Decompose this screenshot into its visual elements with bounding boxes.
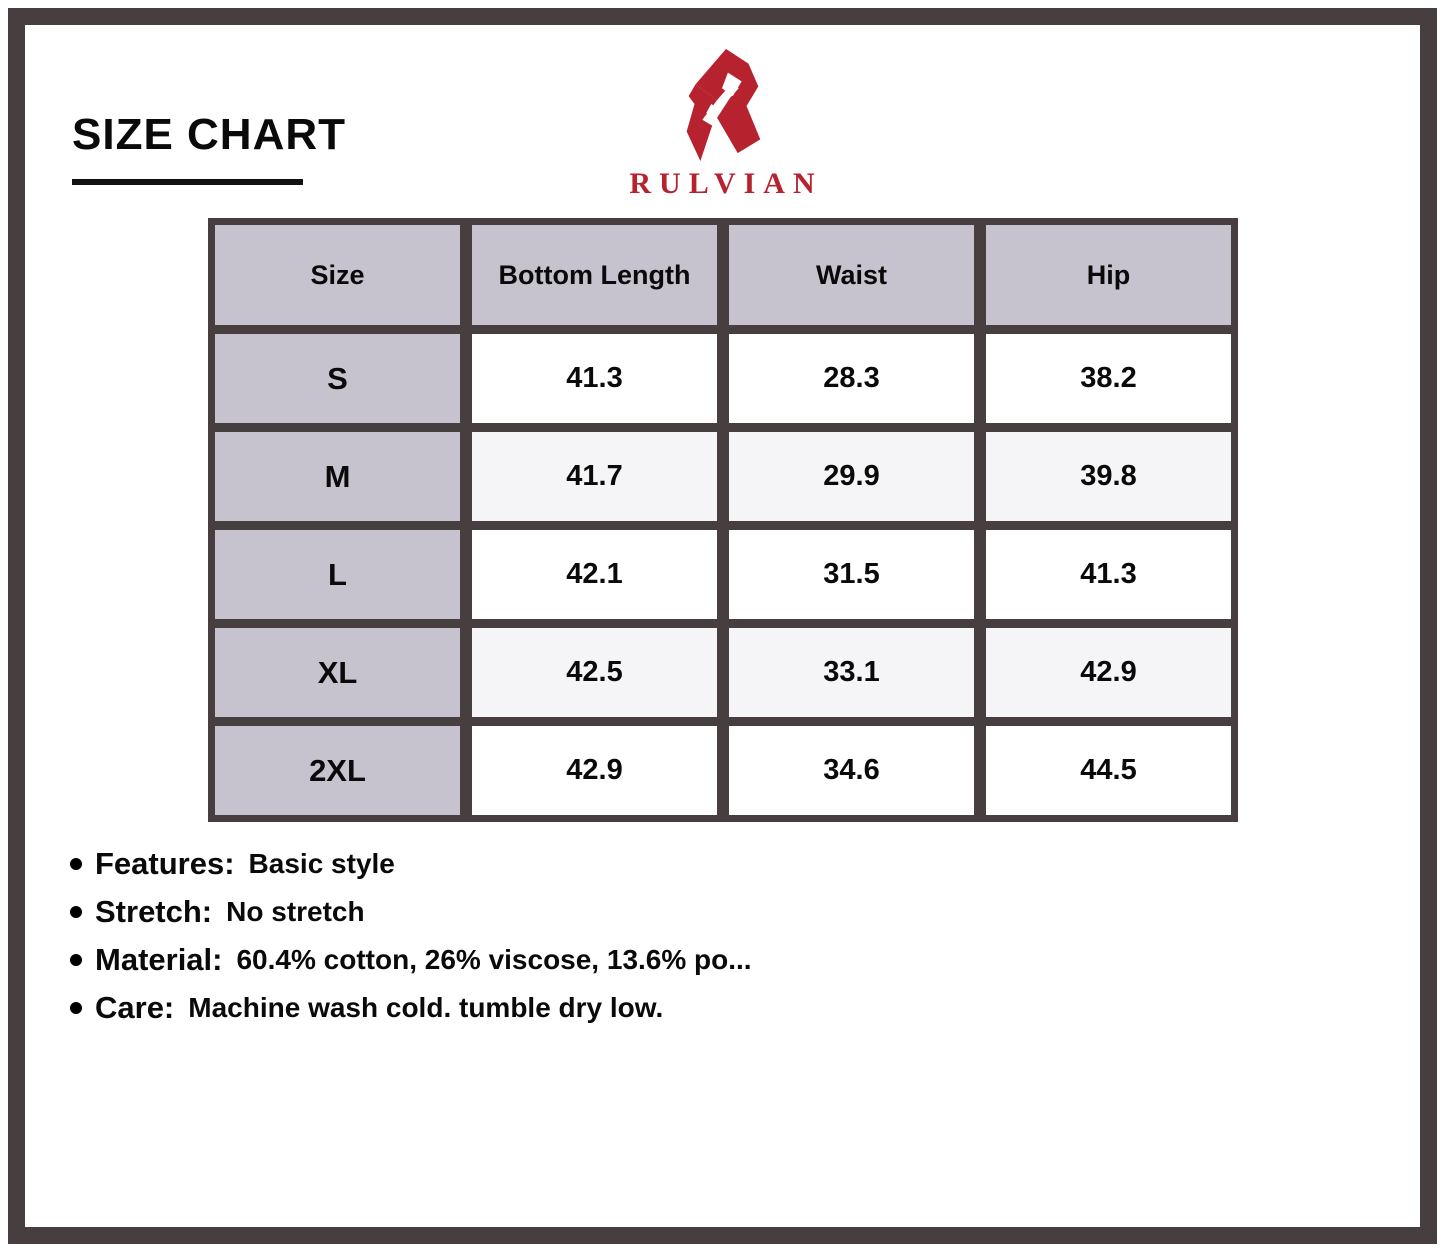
detail-label: Features: — [95, 846, 235, 881]
value-cell: 42.9 — [472, 726, 717, 815]
list-item-features — [70, 846, 752, 882]
list-item-material — [70, 942, 752, 978]
size-cell-m: M — [215, 432, 460, 521]
table-header-hip: Hip — [986, 225, 1231, 325]
table-header-size: Size — [215, 225, 460, 325]
value-cell: 42.9 — [986, 628, 1231, 717]
list-item-care — [70, 990, 752, 1026]
value-cell: 41.3 — [986, 530, 1231, 619]
list-item-stretch — [70, 894, 752, 930]
detail-value: No stretch — [226, 896, 365, 927]
value-cell: 44.5 — [986, 726, 1231, 815]
value-cell: 33.1 — [729, 628, 974, 717]
product-details-list — [70, 846, 752, 1038]
detail-value: Basic style — [248, 848, 395, 879]
value-cell: 39.8 — [986, 432, 1231, 521]
detail-value: Machine wash cold. tumble dry low. — [188, 992, 664, 1023]
value-cell: 42.5 — [472, 628, 717, 717]
detail-label: Stretch: — [95, 894, 213, 929]
brand-name: RULVIAN — [629, 167, 823, 200]
size-cell-xl: XL — [215, 628, 460, 717]
value-cell: 29.9 — [729, 432, 974, 521]
detail-label: Care: — [95, 990, 175, 1025]
brand-logo-icon — [668, 46, 776, 164]
title-underline — [72, 179, 303, 185]
size-table — [208, 218, 1238, 822]
size-cell-l: L — [215, 530, 460, 619]
value-cell: 41.3 — [472, 334, 717, 423]
brand-logo — [572, 46, 872, 201]
value-cell: 28.3 — [729, 334, 974, 423]
page-title: SIZE CHART — [72, 110, 346, 159]
bullet-dot-icon — [70, 906, 82, 918]
detail-label: Material: — [95, 942, 223, 977]
value-cell: 34.6 — [729, 726, 974, 815]
size-cell-s: S — [215, 334, 460, 423]
table-header-bottom-length: Bottom Length — [472, 225, 717, 325]
bullet-dot-icon — [70, 858, 82, 870]
value-cell: 41.7 — [472, 432, 717, 521]
value-cell: 38.2 — [986, 334, 1231, 423]
bullet-dot-icon — [70, 954, 82, 966]
value-cell: 42.1 — [472, 530, 717, 619]
bullet-dot-icon — [70, 1002, 82, 1014]
detail-value: 60.4% cotton, 26% viscose, 13.6% po... — [236, 944, 752, 975]
value-cell: 31.5 — [729, 530, 974, 619]
table-header-waist: Waist — [729, 225, 974, 325]
size-cell-2xl: 2XL — [215, 726, 460, 815]
